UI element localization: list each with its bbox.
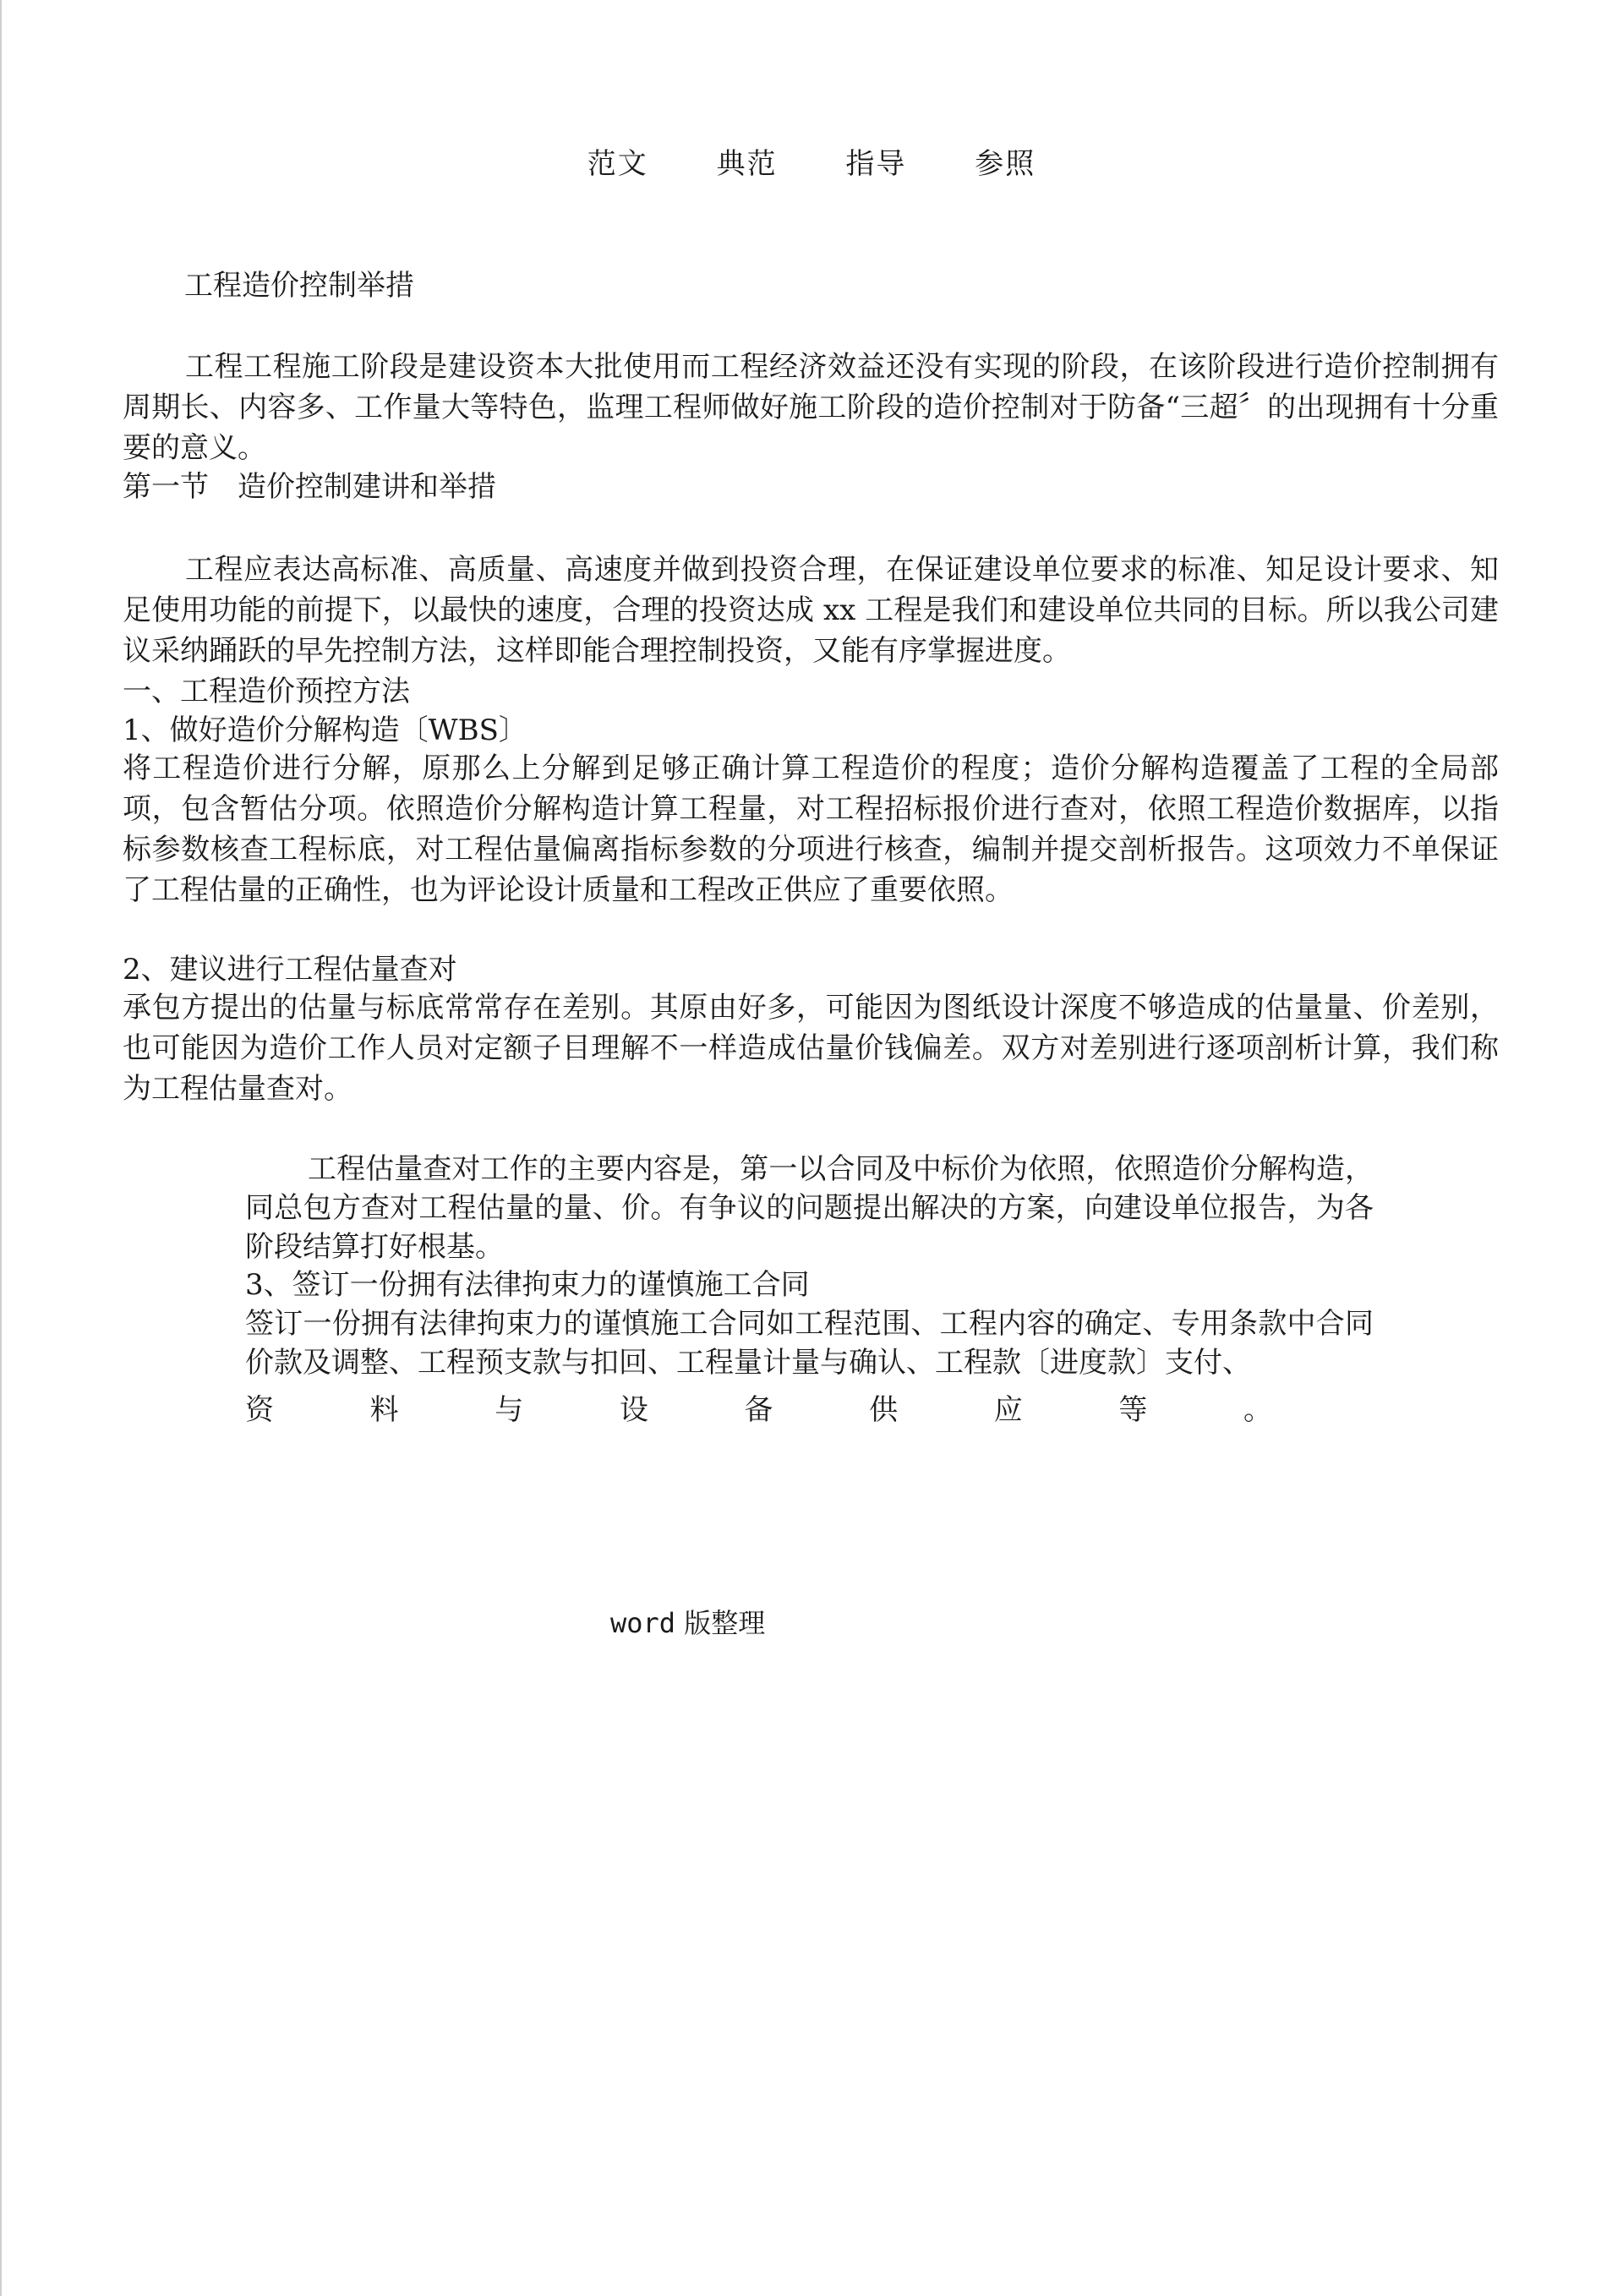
spread-text-line [245, 1386, 1272, 1428]
body-paragraph: 工程估量查对工作的主要内容是，第一以合同及中标价为依照，依照造价分解构造，同总包方查对工程估量的量、价。有争议的问题提出解决的方案，向建设单位报告，为各阶段结算打好根基。 [245, 1152, 1374, 1264]
item-heading: 2、建议进行工程估量查对 [123, 953, 457, 987]
body-paragraph: 工程应表达高标准、高质量、高速度并做到投资合理，在保证建设单位要求的标准、知足设计要求、知足使用功能的前提下，以最快的速度，合理的投资达成 xx 工程是我们和建设单位共同的目标。所以我公司建议采纳踊跃的早先控制方法，这样即能合理控制投资，又能有序掌握进度。 [123, 553, 1499, 668]
spread-char: 与 [495, 1393, 524, 1427]
spread-char: 备 [744, 1393, 773, 1427]
item-heading: 1、做好造价分解构造〔WBS〕 [123, 713, 527, 747]
spread-char: 料 [369, 1393, 399, 1427]
header-item: 参照 [975, 147, 1036, 181]
page-header [0, 140, 1623, 182]
spread-char: 。 [1243, 1393, 1272, 1427]
spread-char: 资 [245, 1393, 274, 1427]
spread-char: 等 [1118, 1393, 1148, 1427]
body-paragraph: 承包方提出的估量与标底常常存在差别。其原由好多，可能因为图纸设计深度不够造成的估量量、价差别，也可能因为造价工作人员对定额子目理解不一样造成估量价钱偏差。双方对差别进行逐项剖析计算，我们称为工程估量查对。 [123, 991, 1499, 1106]
spread-char: 应 [993, 1393, 1023, 1427]
body-paragraph: 签订一份拥有法律拘束力的谨慎施工合同如工程范围、工程内容的确定、专用条款中合同价款及调整、工程预支款与扣回、工程量计量与确认、工程款〔进度款〕支付、 [245, 1307, 1374, 1380]
footer-text: 版整理 [675, 1607, 766, 1639]
body-paragraph: 将工程造价进行分解，原那么上分解到足够正确计算工程造价的程度；造价分解构造覆盖了工程的全局部项，包含暂估分项。依照造价分解构造计算工程量，对工程招标报价进行查对，依照工程造价数据库，以指标参数核查工程标底，对工程估量偏离指标参数的分项进行核查，编制并提交剖析报告。这项效力不单保证了工程估量的正确性，也为评论设计质量和工程改正供应了重要依照。 [123, 752, 1499, 907]
subsection-heading: 一、工程造价预控方法 [123, 675, 410, 708]
header-item: 典范 [716, 147, 778, 181]
header-item: 指导 [845, 147, 907, 181]
page-left-border [0, 0, 2, 2296]
document-title: 工程造价控制举措 [184, 269, 414, 303]
section-heading: 第一节 造价控制建讲和举措 [123, 470, 496, 504]
page-footer [610, 1602, 765, 1641]
header-item: 范文 [587, 147, 648, 181]
item-heading: 3、签订一份拥有法律拘束力的谨慎施工合同 [245, 1268, 810, 1302]
intro-paragraph: 工程工程施工阶段是建设资本大批使用而工程经济效益还没有实现的阶段，在该阶段进行造价控制拥有周期长、内容多、工作量大等特色，监理工程师做好施工阶段的造价控制对于防备“三超〞的出现拥有十分重要的意义。 [123, 350, 1499, 465]
spread-char: 供 [869, 1393, 899, 1427]
spread-char: 设 [619, 1393, 648, 1427]
footer-latin: word [610, 1607, 676, 1639]
